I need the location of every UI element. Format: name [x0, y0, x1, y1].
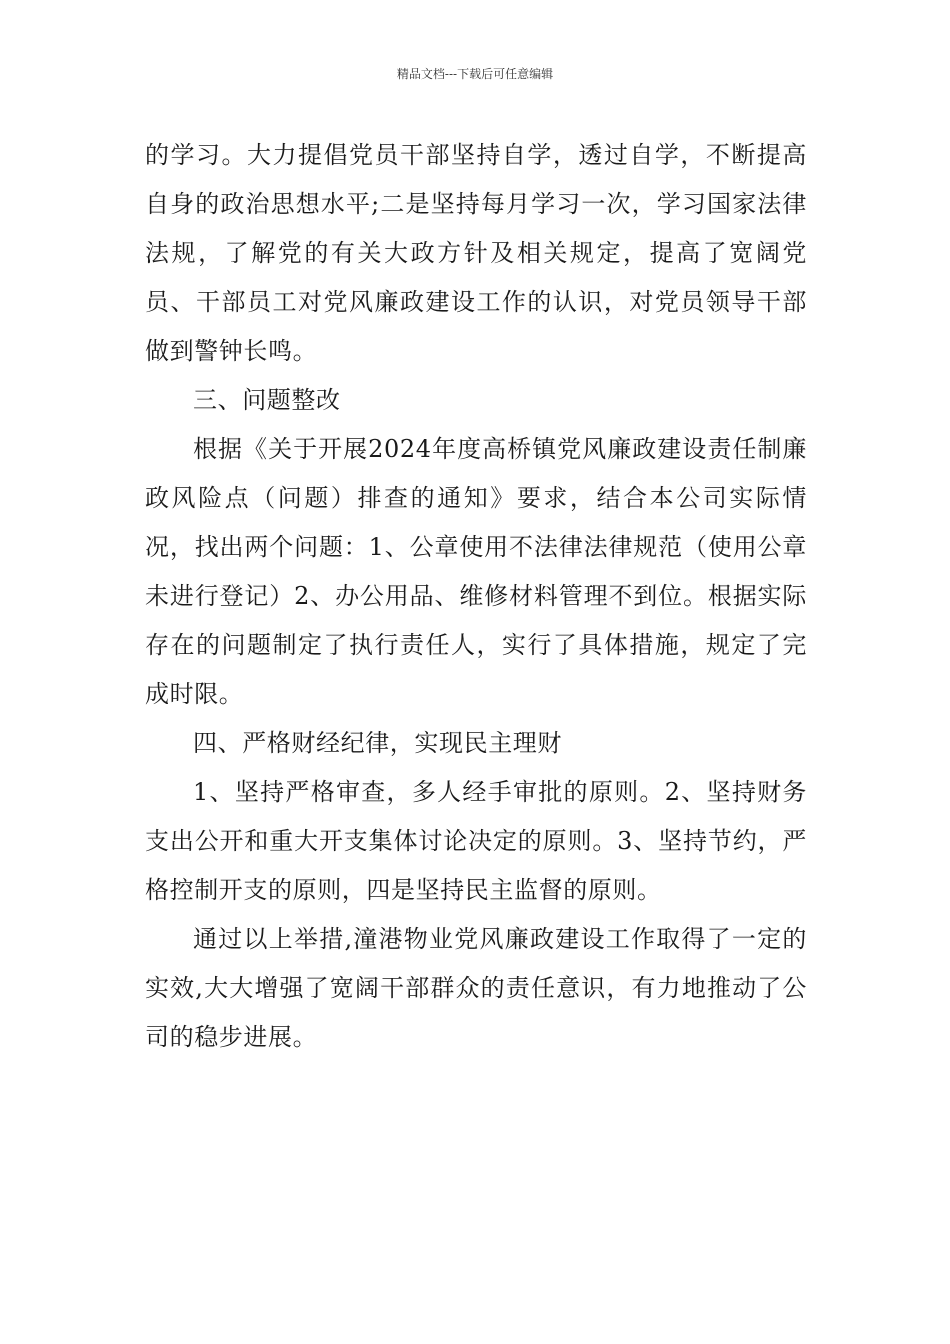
paragraph-conclusion: 通过以上举措,潼港物业党风廉政建设工作取得了一定的实效,大大增强了宽阔干部群众的责任意识，有力地推动了公司的稳步进展。 [145, 925, 807, 1051]
document-body [145, 131, 807, 1062]
paragraph-study: 的学习。大力提倡党员干部坚持自学，透过自学，不断提高自身的政治思想水平;二是坚持每月学习一次，学习国家法律法规，了解党的有关大政方针及相关规定，提高了宽阔党员、干部员工对党风廉政建设工作的认识，对党员领导干部做到警钟长鸣。 [145, 141, 807, 365]
paragraph-rectification: 根据《关于开展2024年度高桥镇党风廉政建设责任制廉政风险点（问题）排查的通知》要求，结合本公司实际情况，找出两个问题：1、公章使用不法律法律规范（使用公章未进行登记）2、办公用品、维修材料管理不到位。根据实际存在的问题制定了执行责任人，实行了具体措施，规定了完成时限。 [145, 435, 807, 708]
paragraph-finance: 1、坚持严格审查，多人经手审批的原则。2、坚持财务支出公开和重大开支集体讨论决定的原则。3、坚持节约，严格控制开支的原则，四是坚持民主监督的原则。 [145, 778, 807, 904]
section-heading-finance: 四、严格财经纪律，实现民主理财 [193, 729, 562, 757]
section-heading-rectification: 三、问题整改 [193, 386, 341, 414]
page-header: 精品文档---下载后可任意编辑 [396, 67, 554, 81]
